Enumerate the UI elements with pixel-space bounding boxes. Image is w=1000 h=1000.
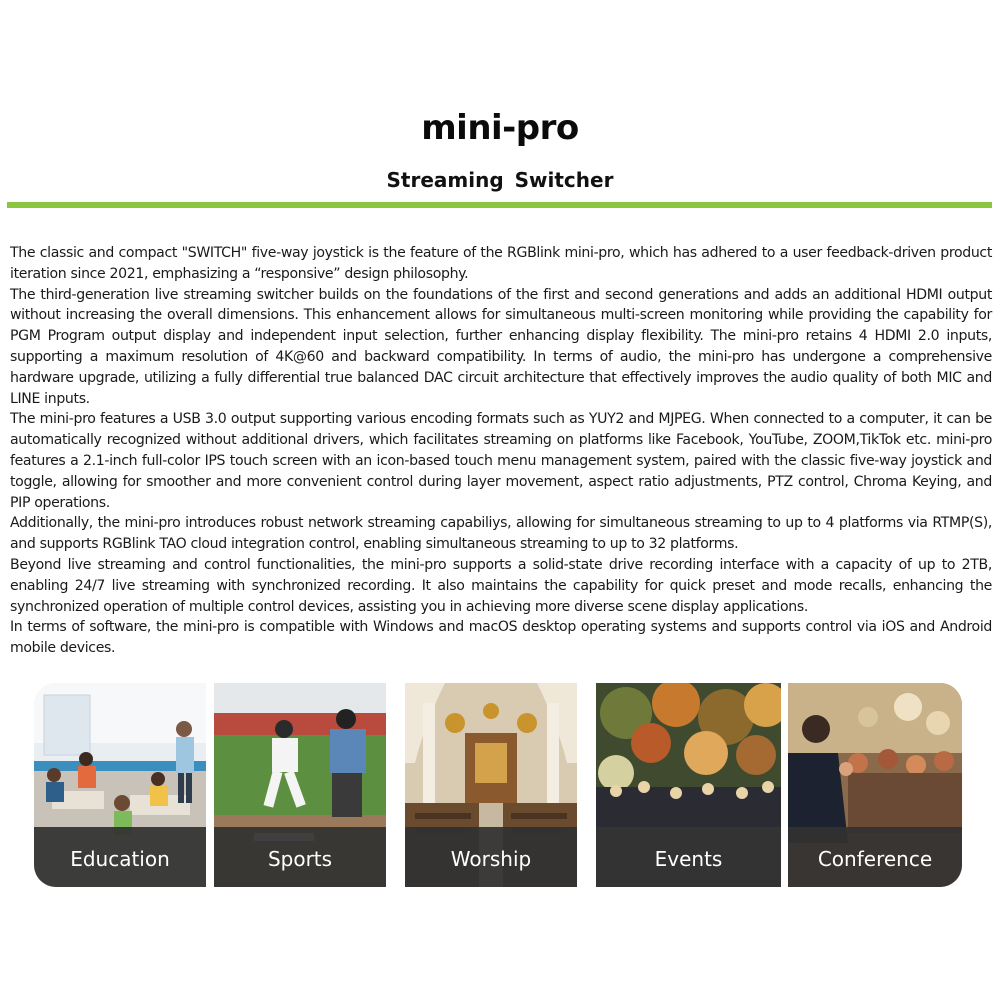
tile-sports — [214, 683, 386, 887]
tile-label: Education — [70, 847, 170, 871]
paragraph-third-generation: The third-generation live streaming switcher builds on the foundations of the first and second generations and adds an additional HDMI output without increasing the overall dimensions. This enhancement allows for simultaneous multi-screen monitoring while providing the capability for PGM Program output display and independent input selection, further enhancing display flexibility. The mini-pro retains 4 HDMI 2.0 inputs, supporting a maximum resolution of 4K@60 and backward compatibility. In terms of audio, the mini-pro has undergone a comprehensive hardware upgrade, utilizing a fully differential true balanced DAC circuit architecture that effectively improves the audio quality of both MIC and LINE inputs. — [10, 286, 992, 407]
description-text — [10, 243, 992, 659]
tile-events — [596, 683, 781, 887]
tile-label: Worship — [450, 847, 532, 871]
application-tiles — [34, 683, 962, 887]
tile-label: Conference — [817, 847, 933, 871]
paragraph-software: In terms of software, the mini-pro is compatible with Windows and macOS desktop operating systems and supports control via iOS and Android mobile devices. — [10, 619, 992, 657]
product-title: mini-pro — [421, 108, 579, 148]
tile-education — [34, 683, 206, 887]
paragraph-recording: Beyond live streaming and control functionalities, the mini-pro supports a solid-state drive recording interface with a capacity of up to 2TB, enabling 24/7 live streaming with synchronized recording. It also maintains the capability for quick preset and mode recalls, enhancing the synchronized operation of multiple control devices, assisting you in achieving more diverse scene display applications. — [10, 556, 992, 615]
product-subtitle: Streaming Switcher — [386, 168, 614, 192]
tile-label: Sports — [267, 847, 333, 871]
tile-label: Events — [654, 847, 723, 871]
paragraph-joystick: The classic and compact "SWITCH" five-way joystick is the feature of the RGBlink mini-pro, which has adhered to a user feedback-driven product iteration since 2021, emphasizing a “responsive” design philosophy. — [10, 245, 992, 282]
tile-worship — [405, 683, 577, 887]
paragraph-usb-output: The mini-pro features a USB 3.0 output supporting various encoding formats such as YUY2 and MJPEG. When connected to a computer, it can be automatically recognized without additional drivers, which facilitates streaming on platforms like Facebook, YouTube, ZOOM,TikTok etc. mini-pro features a 2.1-inch full-color IPS touch screen with an icon-based touch menu management system, paired with the classic five-way joystick and toggle, allowing for smoother and more convenient control during layer movement, aspect ratio adjustments, PTZ control, Chroma Keying, and PIP operations. — [10, 411, 992, 511]
paragraph-network-streaming: Additionally, the mini-pro introduces robust network streaming capabiliys, allowing for simultaneous streaming to up to 4 platforms via RTMP(S), and supports RGBlink TAO cloud integration control, enabling simultaneous streaming to up to 32 platforms. — [10, 515, 992, 553]
green-divider — [7, 202, 992, 208]
tile-conference — [788, 683, 962, 887]
